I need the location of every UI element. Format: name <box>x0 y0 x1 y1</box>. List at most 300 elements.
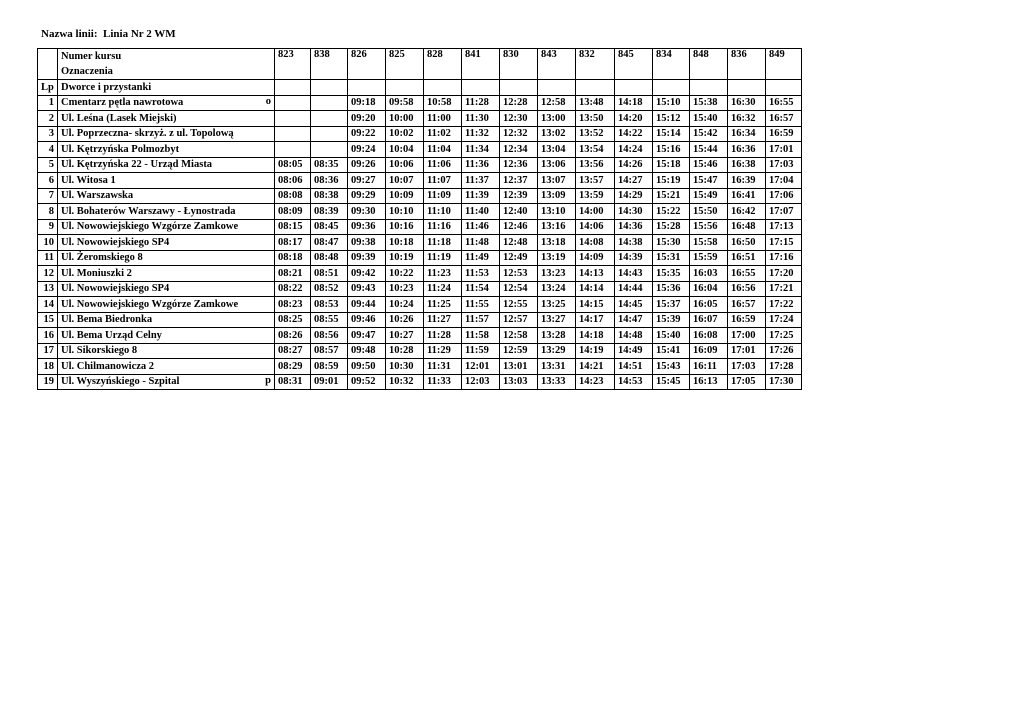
departure-time: 09:26 <box>348 157 386 173</box>
departure-time: 17:15 <box>766 235 802 251</box>
departure-time: 08:45 <box>311 219 348 235</box>
departure-time: 17:01 <box>728 343 766 359</box>
stop-cell <box>58 374 275 390</box>
departure-time: 12:32 <box>500 126 538 142</box>
table-row <box>38 328 802 344</box>
table-row <box>38 266 802 282</box>
departure-time: 12:28 <box>500 95 538 111</box>
departure-time: 13:52 <box>576 126 615 142</box>
departure-time: 14:08 <box>576 235 615 251</box>
departure-time: 15:30 <box>653 235 690 251</box>
departure-time: 14:17 <box>576 312 615 328</box>
table-row <box>38 126 802 142</box>
departure-time: 11:37 <box>462 173 500 189</box>
departure-time: 13:54 <box>576 142 615 158</box>
course-blank-cell <box>348 80 386 96</box>
departure-time: 13:02 <box>538 126 576 142</box>
departure-time: 10:02 <box>386 126 424 142</box>
stop-name: Ul. Bohaterów Warszawy - Łynostrada <box>61 205 236 217</box>
course-number: 843 <box>538 49 576 80</box>
departure-time: 08:22 <box>275 281 311 297</box>
departure-time: 10:16 <box>386 219 424 235</box>
departure-time: 16:55 <box>766 95 802 111</box>
table-row <box>38 204 802 220</box>
departure-time: 14:47 <box>615 312 653 328</box>
departure-time: 15:21 <box>653 188 690 204</box>
departure-time: 14:13 <box>576 266 615 282</box>
departure-time: 11:09 <box>424 188 462 204</box>
stop-cell <box>58 297 275 313</box>
course-blank-cell <box>690 80 728 96</box>
departure-time: 11:40 <box>462 204 500 220</box>
row-lp: 5 <box>38 157 58 173</box>
departure-time: 15:49 <box>690 188 728 204</box>
departure-time: 16:42 <box>728 204 766 220</box>
departure-time: 15:40 <box>653 328 690 344</box>
departure-time: 11:06 <box>424 157 462 173</box>
departure-time: 09:50 <box>348 359 386 375</box>
departure-time: 11:49 <box>462 250 500 266</box>
departure-time: 11:57 <box>462 312 500 328</box>
departure-time: 11:39 <box>462 188 500 204</box>
stop-cell <box>58 126 275 142</box>
departure-time: 08:23 <box>275 297 311 313</box>
departure-time: 09:44 <box>348 297 386 313</box>
departure-time: 11:30 <box>462 111 500 127</box>
row-lp: 3 <box>38 126 58 142</box>
course-number: 836 <box>728 49 766 80</box>
header-row-stops <box>38 80 802 96</box>
course-number: 823 <box>275 49 311 80</box>
departure-time: 09:48 <box>348 343 386 359</box>
course-blank-cell <box>576 80 615 96</box>
course-number: 828 <box>424 49 462 80</box>
departure-time: 11:46 <box>462 219 500 235</box>
departure-time: 11:29 <box>424 343 462 359</box>
departure-time: 16:48 <box>728 219 766 235</box>
departure-time: 15:45 <box>653 374 690 390</box>
departure-time: 13:33 <box>538 374 576 390</box>
row-lp: 7 <box>38 188 58 204</box>
departure-time: 17:03 <box>728 359 766 375</box>
departure-time <box>311 95 348 111</box>
departure-time: 17:06 <box>766 188 802 204</box>
departure-time: 08:05 <box>275 157 311 173</box>
departure-time: 11:55 <box>462 297 500 313</box>
stop-cell <box>58 157 275 173</box>
departure-time: 12:58 <box>500 328 538 344</box>
departure-time: 08:36 <box>311 173 348 189</box>
departure-time: 17:00 <box>728 328 766 344</box>
header-dworce: Dworce i przystanki <box>58 80 275 96</box>
departure-time: 11:02 <box>424 126 462 142</box>
table-row <box>38 95 802 111</box>
stop-cell <box>58 328 275 344</box>
departure-time <box>275 111 311 127</box>
departure-time: 14:22 <box>615 126 653 142</box>
departure-time: 11:31 <box>424 359 462 375</box>
departure-time: 11:23 <box>424 266 462 282</box>
stop-name: Cmentarz pętla nawrotowa <box>61 97 184 109</box>
departure-time: 08:18 <box>275 250 311 266</box>
departure-time: 13:01 <box>500 359 538 375</box>
departure-time: 15:59 <box>690 250 728 266</box>
stop-name: Ul. Bema Biedronka <box>61 314 153 326</box>
departure-time: 11:18 <box>424 235 462 251</box>
course-number: 849 <box>766 49 802 80</box>
departure-time: 17:21 <box>766 281 802 297</box>
table-row <box>38 157 802 173</box>
departure-time: 14:38 <box>615 235 653 251</box>
departure-time: 11:53 <box>462 266 500 282</box>
stop-cell <box>58 188 275 204</box>
table-row <box>38 235 802 251</box>
stop-cell <box>58 111 275 127</box>
stop-name: Ul. Nowowiejskiego Wzgórze Zamkowe <box>61 298 239 310</box>
departure-time: 10:07 <box>386 173 424 189</box>
departure-time: 13:09 <box>538 188 576 204</box>
departure-time: 14:30 <box>615 204 653 220</box>
departure-time: 14:27 <box>615 173 653 189</box>
departure-time: 09:58 <box>386 95 424 111</box>
departure-time: 12:34 <box>500 142 538 158</box>
departure-time: 08:17 <box>275 235 311 251</box>
course-blank-cell <box>311 80 348 96</box>
departure-time: 08:31 <box>275 374 311 390</box>
departure-time: 09:46 <box>348 312 386 328</box>
departure-time: 08:15 <box>275 219 311 235</box>
departure-time: 14:49 <box>615 343 653 359</box>
stop-cell <box>58 312 275 328</box>
departure-time: 12:53 <box>500 266 538 282</box>
departure-time: 14:29 <box>615 188 653 204</box>
header-numer-kursu: Numer kursu <box>61 51 122 62</box>
stop-flag: p <box>265 374 271 386</box>
departure-time: 09:42 <box>348 266 386 282</box>
departure-time: 08:59 <box>311 359 348 375</box>
course-blank-cell <box>728 80 766 96</box>
departure-time: 11:32 <box>462 126 500 142</box>
departure-time: 16:34 <box>728 126 766 142</box>
departure-time: 16:56 <box>728 281 766 297</box>
departure-time: 09:27 <box>348 173 386 189</box>
departure-time: 11:48 <box>462 235 500 251</box>
departure-time: 15:46 <box>690 157 728 173</box>
stop-cell <box>58 173 275 189</box>
departure-time: 15:37 <box>653 297 690 313</box>
course-blank-cell <box>766 80 802 96</box>
departure-time: 15:50 <box>690 204 728 220</box>
departure-time: 14:15 <box>576 297 615 313</box>
departure-time: 08:48 <box>311 250 348 266</box>
departure-time: 09:18 <box>348 95 386 111</box>
departure-time: 15:36 <box>653 281 690 297</box>
departure-time: 14:24 <box>615 142 653 158</box>
departure-time: 10:19 <box>386 250 424 266</box>
row-lp: 18 <box>38 359 58 375</box>
stop-name: Ul. Witosa 1 <box>61 174 116 186</box>
stop-name: Ul. Nowowiejskiego SP4 <box>61 236 170 248</box>
departure-time: 11:04 <box>424 142 462 158</box>
stop-cell <box>58 204 275 220</box>
departure-time: 12:01 <box>462 359 500 375</box>
stop-cell <box>58 281 275 297</box>
departure-time: 13:23 <box>538 266 576 282</box>
departure-time: 16:51 <box>728 250 766 266</box>
departure-time: 16:05 <box>690 297 728 313</box>
stop-name: Ul. Warszawska <box>61 190 134 202</box>
departure-time: 09:43 <box>348 281 386 297</box>
departure-time: 12:48 <box>500 235 538 251</box>
departure-time: 09:22 <box>348 126 386 142</box>
departure-time: 10:00 <box>386 111 424 127</box>
departure-time: 08:09 <box>275 204 311 220</box>
row-lp: 12 <box>38 266 58 282</box>
stop-name: Ul. Bema Urząd Celny <box>61 329 162 341</box>
departure-time: 09:30 <box>348 204 386 220</box>
row-lp: 1 <box>38 95 58 111</box>
departure-time: 14:51 <box>615 359 653 375</box>
departure-time: 08:27 <box>275 343 311 359</box>
course-blank-cell <box>653 80 690 96</box>
course-blank-cell <box>538 80 576 96</box>
stop-name: Ul. Chilmanowicza 2 <box>61 360 155 372</box>
departure-time: 17:01 <box>766 142 802 158</box>
departure-time: 14:43 <box>615 266 653 282</box>
course-blank-cell <box>424 80 462 96</box>
table-row <box>38 312 802 328</box>
timetable-body <box>38 49 802 390</box>
departure-time: 15:58 <box>690 235 728 251</box>
departure-time: 15:42 <box>690 126 728 142</box>
departure-time: 13:29 <box>538 343 576 359</box>
departure-time: 16:09 <box>690 343 728 359</box>
row-lp: 8 <box>38 204 58 220</box>
row-lp: 4 <box>38 142 58 158</box>
departure-time: 10:18 <box>386 235 424 251</box>
stop-name: Ul. Kętrzyńska Polmozbyt <box>61 143 180 155</box>
departure-time: 14:00 <box>576 204 615 220</box>
departure-time: 12:55 <box>500 297 538 313</box>
table-row <box>38 359 802 375</box>
departure-time: 12:40 <box>500 204 538 220</box>
departure-time: 13:31 <box>538 359 576 375</box>
table-row <box>38 188 802 204</box>
departure-time: 10:22 <box>386 266 424 282</box>
stop-cell <box>58 235 275 251</box>
course-number: 830 <box>500 49 538 80</box>
departure-time: 13:03 <box>500 374 538 390</box>
departure-time: 08:53 <box>311 297 348 313</box>
header-lp: Lp <box>38 80 58 96</box>
departure-time: 09:29 <box>348 188 386 204</box>
departure-time: 15:18 <box>653 157 690 173</box>
departure-time: 16:59 <box>766 126 802 142</box>
row-lp: 2 <box>38 111 58 127</box>
departure-time: 14:23 <box>576 374 615 390</box>
departure-time: 17:05 <box>728 374 766 390</box>
departure-time: 14:26 <box>615 157 653 173</box>
departure-time: 13:48 <box>576 95 615 111</box>
departure-time: 13:18 <box>538 235 576 251</box>
course-blank-cell <box>500 80 538 96</box>
departure-time: 09:39 <box>348 250 386 266</box>
departure-time: 13:16 <box>538 219 576 235</box>
departure-time: 11:54 <box>462 281 500 297</box>
table-row <box>38 111 802 127</box>
departure-time: 08:55 <box>311 312 348 328</box>
course-blank-cell <box>615 80 653 96</box>
departure-time: 11:34 <box>462 142 500 158</box>
departure-time: 12:36 <box>500 157 538 173</box>
departure-time: 12:58 <box>538 95 576 111</box>
departure-time: 10:06 <box>386 157 424 173</box>
course-number: 841 <box>462 49 500 80</box>
departure-time: 15:56 <box>690 219 728 235</box>
departure-time: 08:38 <box>311 188 348 204</box>
stop-name: Ul. Sikorskiego 8 <box>61 345 138 357</box>
departure-time: 15:10 <box>653 95 690 111</box>
departure-time: 12:46 <box>500 219 538 235</box>
departure-time: 10:58 <box>424 95 462 111</box>
line-name: Linia Nr 2 WM <box>103 28 176 40</box>
departure-time: 15:14 <box>653 126 690 142</box>
departure-time <box>275 95 311 111</box>
departure-time: 09:38 <box>348 235 386 251</box>
departure-time: 15:47 <box>690 173 728 189</box>
course-number: 848 <box>690 49 728 80</box>
departure-time: 09:24 <box>348 142 386 158</box>
departure-time: 09:47 <box>348 328 386 344</box>
departure-time: 08:51 <box>311 266 348 282</box>
departure-time: 11:27 <box>424 312 462 328</box>
departure-time: 09:36 <box>348 219 386 235</box>
departure-time: 17:26 <box>766 343 802 359</box>
departure-time: 10:26 <box>386 312 424 328</box>
departure-time: 08:08 <box>275 188 311 204</box>
departure-time: 08:52 <box>311 281 348 297</box>
departure-time: 14:39 <box>615 250 653 266</box>
departure-time: 14:48 <box>615 328 653 344</box>
table-row <box>38 250 802 266</box>
departure-time: 13:07 <box>538 173 576 189</box>
departure-time: 10:28 <box>386 343 424 359</box>
row-lp: 14 <box>38 297 58 313</box>
departure-time: 16:50 <box>728 235 766 251</box>
departure-time: 11:58 <box>462 328 500 344</box>
departure-time: 15:39 <box>653 312 690 328</box>
departure-time <box>275 126 311 142</box>
table-row <box>38 173 802 189</box>
course-blank-cell <box>462 80 500 96</box>
departure-time: 11:24 <box>424 281 462 297</box>
departure-time: 12:59 <box>500 343 538 359</box>
row-lp: 13 <box>38 281 58 297</box>
departure-time: 08:35 <box>311 157 348 173</box>
course-blank-cell <box>386 80 424 96</box>
departure-time <box>311 142 348 158</box>
course-number: 838 <box>311 49 348 80</box>
departure-time: 17:30 <box>766 374 802 390</box>
stop-cell <box>58 142 275 158</box>
stop-name: Ul. Nowowiejskiego SP4 <box>61 283 170 295</box>
departure-time: 16:32 <box>728 111 766 127</box>
departure-time: 17:13 <box>766 219 802 235</box>
departure-time: 16:59 <box>728 312 766 328</box>
departure-time: 13:56 <box>576 157 615 173</box>
departure-time: 14:19 <box>576 343 615 359</box>
departure-time: 14:45 <box>615 297 653 313</box>
stop-name: Ul. Poprzeczna- skrzyż. z ul. Topolową <box>61 128 234 140</box>
row-lp: 19 <box>38 374 58 390</box>
departure-time: 14:18 <box>576 328 615 344</box>
timetable <box>37 48 802 390</box>
departure-time: 15:28 <box>653 219 690 235</box>
departure-time: 13:28 <box>538 328 576 344</box>
stop-cell <box>58 343 275 359</box>
departure-time: 13:24 <box>538 281 576 297</box>
departure-time: 11:19 <box>424 250 462 266</box>
stop-name: Ul. Nowowiejskiego Wzgórze Zamkowe <box>61 221 239 233</box>
table-row <box>38 297 802 313</box>
departure-time: 15:22 <box>653 204 690 220</box>
stop-name: Ul. Leśna (Lasek Miejski) <box>61 112 177 124</box>
course-blank-cell <box>275 80 311 96</box>
departure-time: 17:24 <box>766 312 802 328</box>
departure-time: 15:43 <box>653 359 690 375</box>
departure-time: 10:32 <box>386 374 424 390</box>
departure-time: 15:38 <box>690 95 728 111</box>
course-number: 832 <box>576 49 615 80</box>
departure-time: 13:00 <box>538 111 576 127</box>
departure-time: 17:28 <box>766 359 802 375</box>
departure-time: 13:27 <box>538 312 576 328</box>
departure-time: 08:25 <box>275 312 311 328</box>
stop-cell <box>58 359 275 375</box>
departure-time: 08:06 <box>275 173 311 189</box>
departure-time: 14:06 <box>576 219 615 235</box>
row-lp: 16 <box>38 328 58 344</box>
departure-time: 17:04 <box>766 173 802 189</box>
departure-time: 16:30 <box>728 95 766 111</box>
departure-time: 10:09 <box>386 188 424 204</box>
departure-time: 15:19 <box>653 173 690 189</box>
header-row-courses <box>38 49 802 80</box>
departure-time: 17:07 <box>766 204 802 220</box>
departure-time: 11:28 <box>462 95 500 111</box>
course-number: 825 <box>386 49 424 80</box>
departure-time: 09:20 <box>348 111 386 127</box>
departure-time: 16:41 <box>728 188 766 204</box>
departure-time: 08:39 <box>311 204 348 220</box>
departure-time: 10:10 <box>386 204 424 220</box>
header-blank-cell <box>38 49 58 80</box>
stop-cell <box>58 219 275 235</box>
course-number: 845 <box>615 49 653 80</box>
departure-time: 17:25 <box>766 328 802 344</box>
departure-time: 16:03 <box>690 266 728 282</box>
departure-time: 10:23 <box>386 281 424 297</box>
departure-time: 11:16 <box>424 219 462 235</box>
departure-time: 10:30 <box>386 359 424 375</box>
departure-time: 11:33 <box>424 374 462 390</box>
departure-time: 08:47 <box>311 235 348 251</box>
row-lp: 15 <box>38 312 58 328</box>
course-number: 826 <box>348 49 386 80</box>
departure-time: 14:20 <box>615 111 653 127</box>
row-lp: 9 <box>38 219 58 235</box>
departure-time: 16:04 <box>690 281 728 297</box>
